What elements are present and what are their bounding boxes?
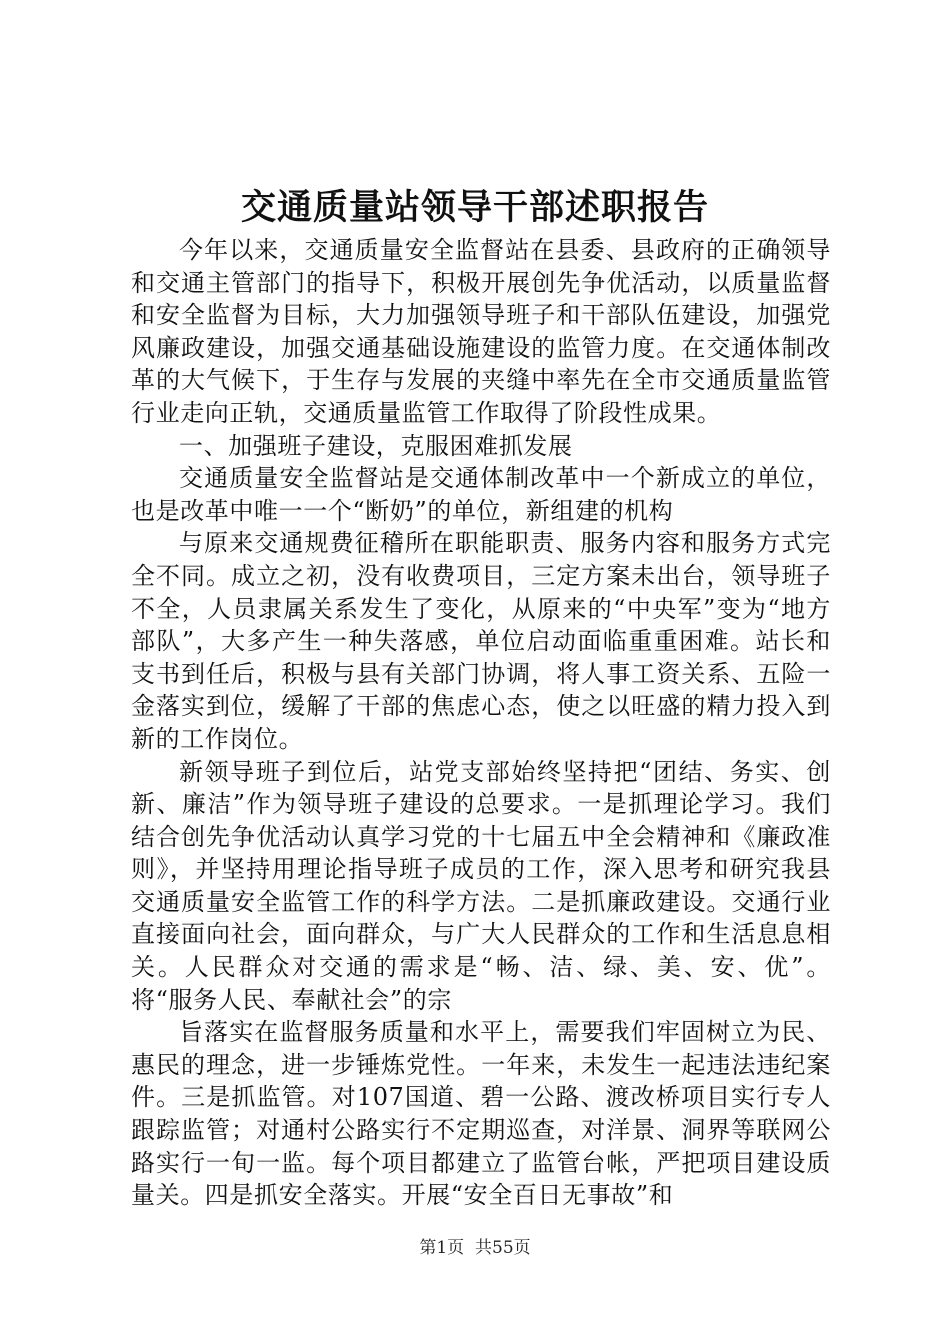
section-heading-1: 一、加强班子建设，克服困难抓发展	[179, 431, 573, 460]
paragraph-3: 与原来交通规费征稽所在职能职责、服务内容和服务方式完全不同。成立之初，没有收费项目，三定方案未出台，领导班子不全，人员隶属关系发生了变化，从原来的“中央军”变为“地方部队”，大多产生一种失落感，单位启动面临重重困难。站长和支书到任后，积极与县有关部门协调，将人事工资关系、五险一金落实到位，缓解了干部的焦虑心态，使之以旺盛的精力投入到新的工作岗位。	[131, 529, 831, 753]
page-number: 第1页	[419, 1238, 465, 1258]
paragraph-4: 新领导班子到位后，站党支部始终坚持把“团结、务实、创新、廉洁”作为领导班子建设的总要求。一是抓理论学习。我们结合创先争优活动认真学习党的十七届五中全会精神和《廉政准则》，并坚持用理论指导班子成员的工作，深入思考和研究我县交通质量安全监管工作的科学方法。二是抓廉政建设。交通行业直接面向社会，面向群众，与广大人民群众的工作和生活息息相关。人民群众对交通的需求是“畅、洁、绿、美、安、优”。将“服务人民、奉献社会”的宗	[131, 757, 831, 1014]
paragraph-2: 交通质量安全监督站是交通体制改革中一个新成立的单位，也是改革中唯一一个“断奶”的单位，新组建的机构	[131, 464, 831, 525]
document-title: 交通质量站领导干部述职报告	[240, 187, 709, 228]
total-pages: 共55页	[475, 1238, 531, 1258]
page-footer	[0, 1236, 950, 1260]
paragraph-5: 旨落实在监督服务质量和水平上，需要我们牢固树立为民、惠民的理念，进一步锤炼党性。一年来，未发生一起违法违纪案件。三是抓监管。对107国道、碧一公路、渡改桥项目实行专人跟踪监管；对通村公路实行不定期巡查，对洋景、洞界等联网公路实行一旬一监。每个项目都建立了监管台帐，严把项目建设质量关。四是抓安全落实。开展“安全百日无事故”和	[131, 1018, 831, 1210]
footer-spacer	[464, 1238, 475, 1258]
document-body	[131, 234, 831, 1212]
paragraph-intro: 今年以来，交通质量安全监督站在县委、县政府的正确领导和交通主管部门的指导下，积极开展创先争优活动，以质量监督和安全监督为目标，大力加强领导班子和干部队伍建设，加强党风廉政建设，加强交通基础设施建设的监管力度。在交通体制改革的大气候下，于生存与发展的夹缝中率先在全市交通质量监管行业走向正轨，交通质量监管工作取得了阶段性成果。	[131, 236, 831, 427]
